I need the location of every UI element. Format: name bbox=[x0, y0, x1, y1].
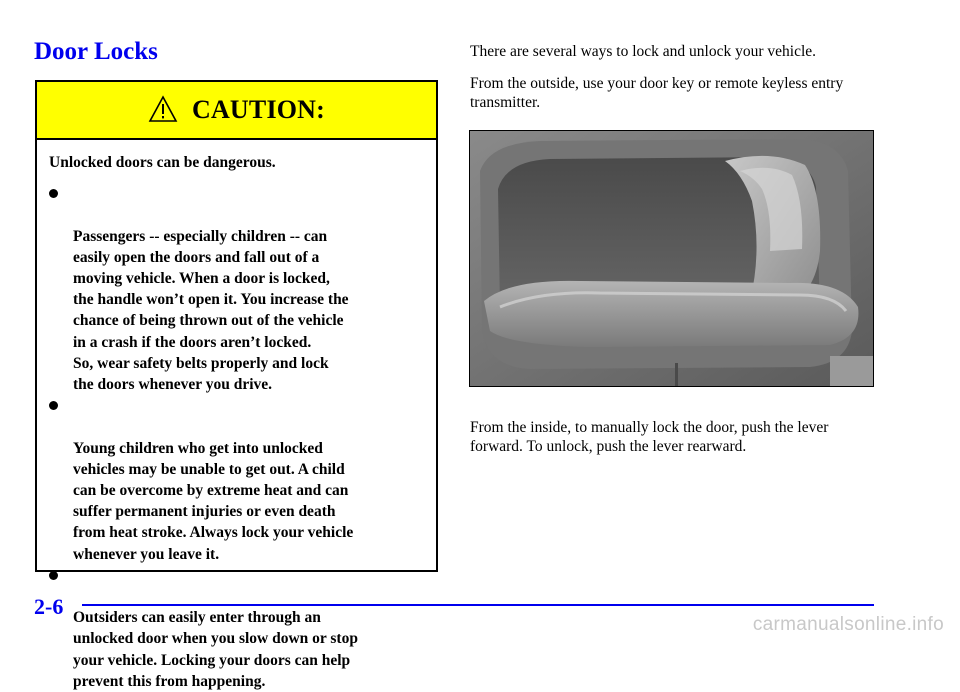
page-title: Door Locks bbox=[34, 38, 158, 65]
caution-body bbox=[37, 140, 436, 692]
caution-bullet bbox=[49, 183, 424, 395]
caution-intro: Unlocked doors can be dangerous. bbox=[49, 154, 276, 171]
caution-bullet-text: Young children who get into unlocked vehicles may be unable to get out. A child can be overcome by extreme heat and can suffer permanent injuries or even death from heat stroke. Always lock your vehicle whenever you leave it. bbox=[73, 439, 354, 563]
door-handle-photo bbox=[469, 130, 874, 387]
caution-bullet bbox=[49, 395, 424, 565]
caution-bullet bbox=[49, 565, 424, 692]
caution-bullet-text: Passengers -- especially children -- can easily open the doors and fall out of a moving vehicle. When a door is locked, the handle won’t open it. You increase the chance of being thrown out of the vehicle in a crash if the doors aren’t locked. So, wear safety belts properly and lock the doors whenever you drive. bbox=[73, 227, 349, 394]
bullet-dot-icon bbox=[49, 571, 58, 580]
outside-paragraph: From the outside, use your door key or remote keyless entry transmitter. bbox=[470, 75, 844, 111]
caution-heading: CAUTION: bbox=[191, 95, 326, 124]
interior-door-handle-image bbox=[470, 131, 873, 386]
intro-paragraph: There are several ways to lock and unlock your vehicle. bbox=[470, 43, 817, 60]
footer-rule bbox=[82, 604, 874, 606]
page-number: 2-6 bbox=[34, 594, 64, 619]
watermark: carmanualsonline.info bbox=[752, 614, 944, 635]
bullet-dot-icon bbox=[49, 189, 58, 198]
caution-bullet-list bbox=[49, 183, 424, 692]
caution-header bbox=[37, 82, 436, 140]
bullet-dot-icon bbox=[49, 401, 58, 410]
inside-paragraph: From the inside, to manually lock the door, push the lever forward. To unlock, push the lever rearward. bbox=[470, 419, 829, 455]
caution-bullet-text: Outsiders can easily enter through an unlocked door when you slow down or stop your vehicle. Locking your doors can help prevent this from happening. bbox=[73, 609, 358, 690]
warning-triangle-icon bbox=[148, 95, 178, 123]
